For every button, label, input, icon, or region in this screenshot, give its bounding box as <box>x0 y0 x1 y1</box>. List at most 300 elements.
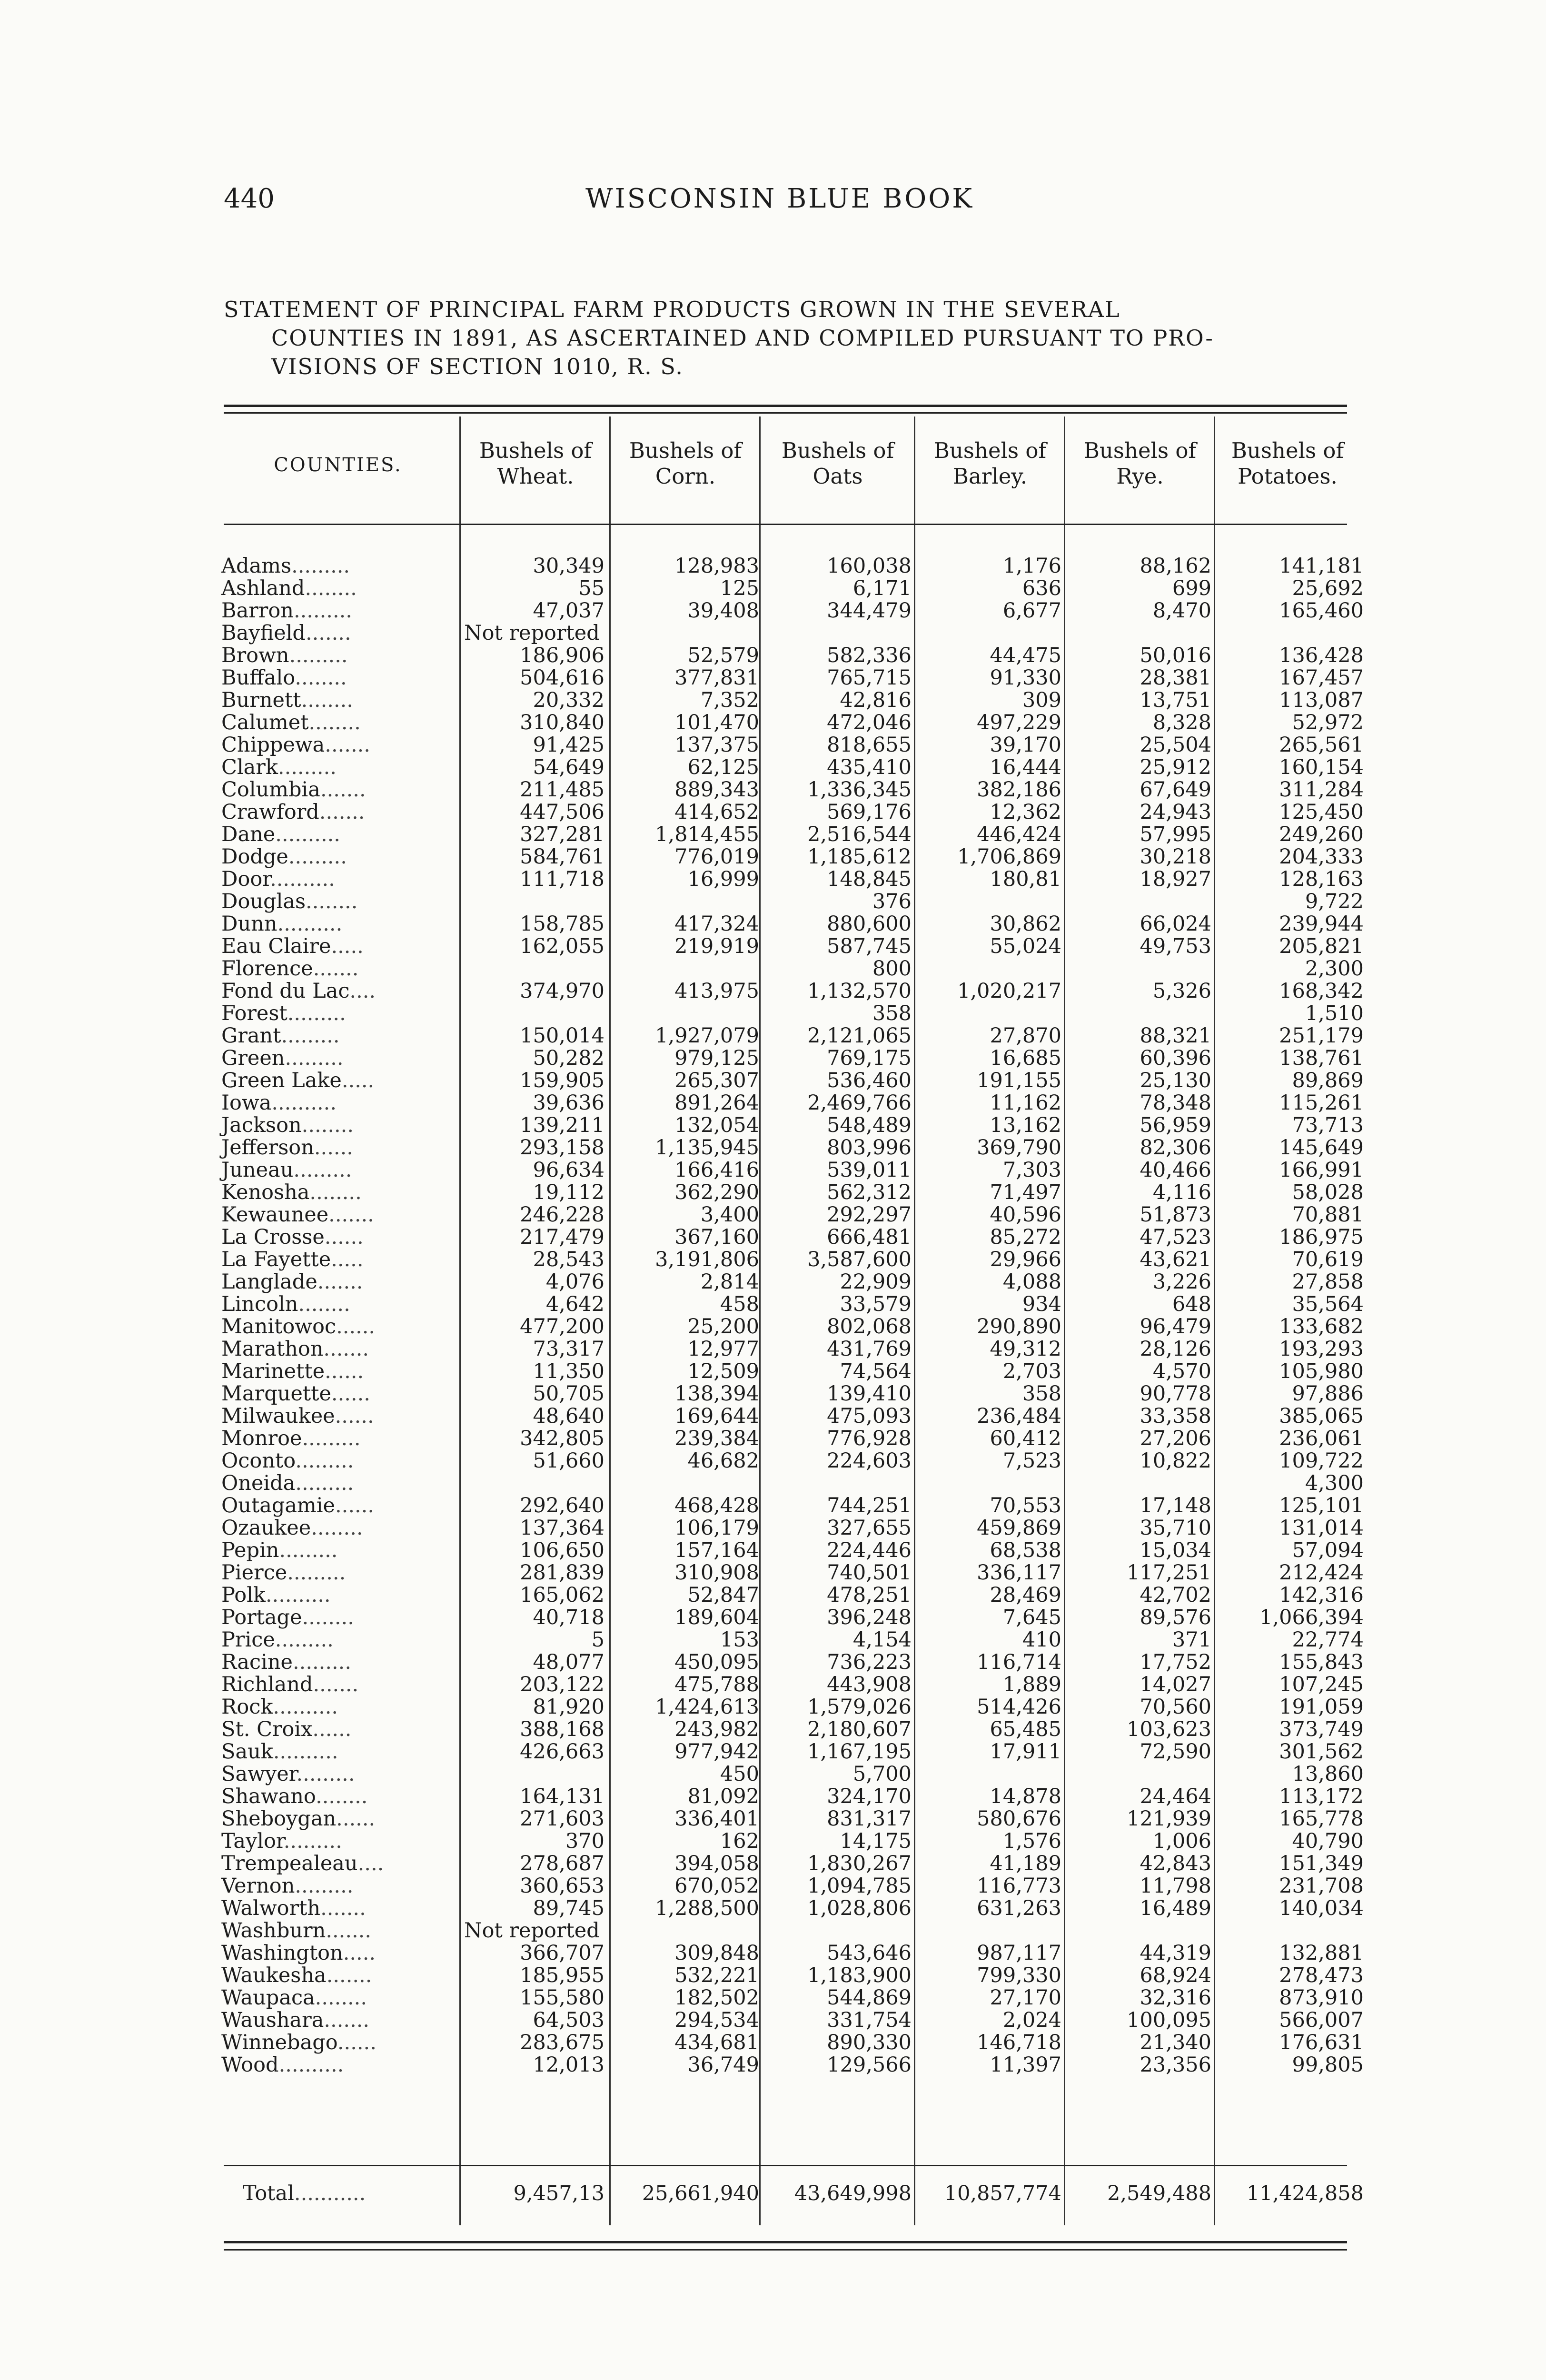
barley-value: 28,469 <box>990 1583 1061 1607</box>
table-row <box>0 1495 1546 1517</box>
county-name <box>221 801 365 823</box>
county-name-text: Langlade <box>221 1270 317 1294</box>
wheat-value: 584,761 <box>520 845 605 869</box>
county-name-text: Marathon <box>221 1337 324 1361</box>
table-row <box>0 1920 1546 1942</box>
title-line-3: VISIONS OF SECTION 1010, R. S. <box>271 354 684 379</box>
county-name-text: Grant <box>221 1024 281 1048</box>
rye-value: 57,995 <box>1140 823 1211 846</box>
corn-value: 450 <box>720 1762 759 1786</box>
county-name-text: Wood <box>221 2053 279 2077</box>
county-name <box>221 1674 358 1696</box>
potatoes-value: 128,163 <box>1279 867 1364 891</box>
header-corn-line-2: Corn. <box>655 464 716 489</box>
county-name <box>221 1718 351 1741</box>
potatoes-value: 35,564 <box>1292 1292 1364 1316</box>
bottom-double-rule-inner <box>224 2249 1347 2251</box>
rye-value: 60,396 <box>1140 1046 1211 1070</box>
oats-value: 1,167,195 <box>807 1740 912 1764</box>
county-name-text: Kenosha <box>221 1180 310 1204</box>
barley-value: 44,475 <box>990 644 1061 667</box>
potatoes-value: 22,774 <box>1292 1628 1364 1652</box>
county-name-text: Pierce <box>221 1561 287 1585</box>
table-row <box>0 622 1546 645</box>
running-title: WISCONSIN BLUE BOOK <box>585 183 974 214</box>
corn-value: 12,509 <box>687 1359 759 1383</box>
corn-value: 362,290 <box>674 1180 759 1204</box>
rye-value: 72,590 <box>1140 1740 1211 1764</box>
county-name-text: Ashland <box>221 576 305 600</box>
table-row <box>0 1137 1546 1159</box>
oats-value: 803,996 <box>827 1136 912 1160</box>
header-wheat <box>464 438 607 489</box>
wheat-value: 39,636 <box>533 1091 605 1115</box>
table-row <box>0 1114 1546 1137</box>
barley-value: 290,890 <box>977 1315 1061 1339</box>
potatoes-value: 167,457 <box>1279 666 1364 690</box>
oats-value: 736,223 <box>827 1650 912 1674</box>
county-name-text: Juneau <box>221 1158 294 1182</box>
potatoes-value: 278,473 <box>1279 1964 1364 1987</box>
potatoes-value: 125,101 <box>1279 1494 1364 1517</box>
header-oats <box>764 438 912 489</box>
county-name-text: Walworth <box>221 1896 321 1920</box>
wheat-value: 388,168 <box>520 1717 605 1741</box>
wheat-value: 19,112 <box>533 1180 605 1204</box>
leader-dots: .......... <box>277 912 343 936</box>
potatoes-value: 133,682 <box>1279 1315 1364 1339</box>
corn-value: 310,908 <box>674 1561 759 1585</box>
header-counties: COUNTIES. <box>274 454 402 476</box>
corn-value: 1,927,079 <box>655 1024 759 1048</box>
corn-value: 189,604 <box>674 1606 759 1629</box>
potatoes-value: 231,708 <box>1279 1874 1364 1898</box>
potatoes-value: 176,631 <box>1279 2031 1364 2054</box>
wheat-value: 150,014 <box>520 1024 605 1048</box>
leader-dots: ..... <box>343 1941 376 1965</box>
leader-dots: ....... <box>319 800 365 824</box>
county-name <box>221 1137 353 1159</box>
rye-value: 21,340 <box>1140 2031 1211 2054</box>
table-row <box>0 2054 1546 2076</box>
rye-value: 67,649 <box>1140 778 1211 802</box>
potatoes-value: 165,460 <box>1279 599 1364 623</box>
rye-value: 82,306 <box>1140 1136 1211 1160</box>
rye-value: 699 <box>1172 576 1211 600</box>
county-name <box>221 1360 364 1383</box>
rye-value: 103,623 <box>1127 1717 1211 1741</box>
table-row <box>0 1987 1546 2009</box>
total-rule <box>224 2165 1347 2166</box>
corn-value: 52,847 <box>687 1583 759 1607</box>
rye-value: 35,710 <box>1140 1516 1211 1540</box>
barley-value: 91,330 <box>990 666 1061 690</box>
county-name <box>221 1047 344 1070</box>
barley-value: 236,484 <box>977 1404 1061 1428</box>
corn-value: 458 <box>720 1292 759 1316</box>
rye-value: 90,778 <box>1140 1382 1211 1406</box>
leader-dots: ......... <box>296 1762 355 1786</box>
potatoes-value: 58,028 <box>1292 1180 1364 1204</box>
county-name-text: Sawyer <box>221 1762 297 1786</box>
rye-value: 66,024 <box>1140 912 1211 936</box>
county-name-text: Green Lake <box>221 1069 342 1092</box>
oats-value: 539,011 <box>827 1158 912 1182</box>
barley-value: 7,645 <box>1002 1606 1061 1629</box>
potatoes-value: 265,561 <box>1279 733 1364 757</box>
potatoes-value: 373,749 <box>1279 1717 1364 1741</box>
barley-value: 11,397 <box>990 2053 1061 2077</box>
wheat-value: 292,640 <box>520 1494 605 1517</box>
county-name <box>221 1875 353 1897</box>
county-name-text: Clark <box>221 755 278 779</box>
county-name <box>221 1450 354 1472</box>
leader-dots: ........ <box>295 666 347 690</box>
oats-value: 2,469,766 <box>807 1091 912 1115</box>
leader-dots: ........ <box>306 890 358 913</box>
oats-value: 544,869 <box>827 1986 912 2010</box>
wheat-value: 165,062 <box>520 1583 605 1607</box>
leader-dots: ...... <box>336 1315 376 1339</box>
barley-value: 41,189 <box>990 1852 1061 1875</box>
leader-dots: .... <box>357 1852 384 1875</box>
header-wheat-line-2: Wheat. <box>497 464 574 489</box>
table-row <box>0 1964 1546 1987</box>
oats-value: 3,587,600 <box>807 1248 912 1271</box>
county-name <box>221 1920 371 1942</box>
leader-dots: ......... <box>295 1874 354 1898</box>
barley-value: 410 <box>1022 1628 1061 1652</box>
corn-value: 336,401 <box>674 1807 759 1831</box>
county-name <box>221 935 364 958</box>
county-name-text: Portage <box>221 1606 302 1629</box>
county-name-text: Brown <box>221 644 289 667</box>
rye-value: 88,321 <box>1140 1024 1211 1048</box>
oats-value: 396,248 <box>827 1606 912 1629</box>
rye-value: 25,504 <box>1140 733 1211 757</box>
county-name <box>221 1964 372 1987</box>
corn-value: 889,343 <box>674 778 759 802</box>
corn-value: 394,058 <box>674 1852 759 1875</box>
county-name <box>221 1383 370 1405</box>
county-name <box>221 1897 366 1920</box>
table-row <box>0 1718 1546 1741</box>
rye-value: 24,943 <box>1140 800 1211 824</box>
corn-value: 3,400 <box>700 1203 759 1227</box>
corn-value: 532,221 <box>674 1964 759 1987</box>
oats-value: 129,566 <box>827 2053 912 2077</box>
potatoes-value: 115,261 <box>1279 1091 1364 1115</box>
county-name <box>221 1428 361 1450</box>
rye-value: 28,126 <box>1140 1337 1211 1361</box>
county-name <box>221 1942 376 1964</box>
rye-value: 49,753 <box>1140 934 1211 958</box>
page-number: 440 <box>224 183 275 214</box>
leader-dots: ........ <box>315 1986 367 2010</box>
county-name <box>221 958 358 980</box>
oats-value: 1,094,785 <box>807 1874 912 1898</box>
barley-value: 934 <box>1022 1292 1061 1316</box>
potatoes-value: 301,562 <box>1279 1740 1364 1764</box>
county-name <box>221 891 357 913</box>
potatoes-value: 109,722 <box>1279 1449 1364 1473</box>
wheat-value: 20,332 <box>533 688 605 712</box>
corn-value: 157,164 <box>674 1538 759 1562</box>
potatoes-value: 52,972 <box>1292 711 1364 734</box>
barley-value: 16,444 <box>990 755 1061 779</box>
oats-value: 327,655 <box>827 1516 912 1540</box>
county-name-text: Jefferson <box>221 1136 314 1160</box>
potatoes-value: 73,713 <box>1292 1113 1364 1137</box>
table-row <box>0 958 1546 980</box>
leader-dots: ......... <box>293 599 352 623</box>
not-reported-note: Not reported <box>464 621 600 645</box>
wheat-value: 426,663 <box>520 1740 605 1764</box>
rye-value: 23,356 <box>1140 2053 1211 2077</box>
rye-value: 5,326 <box>1152 979 1211 1003</box>
leader-dots: .... <box>349 979 376 1003</box>
county-name <box>221 689 353 712</box>
county-name-text: Crawford <box>221 800 319 824</box>
rye-value: 28,381 <box>1140 666 1211 690</box>
barley-value: 1,020,217 <box>957 979 1061 1003</box>
total-wheat: 9,457,13 <box>513 2182 605 2205</box>
rye-value: 25,130 <box>1140 1069 1211 1092</box>
wheat-value: 370 <box>565 1829 605 1853</box>
wheat-value: 185,955 <box>520 1964 605 1987</box>
leader-dots: ........ <box>301 1113 354 1137</box>
total-row <box>0 2179 1546 2208</box>
table-row <box>0 1763 1546 1785</box>
potatoes-value: 97,886 <box>1292 1382 1364 1406</box>
county-name-text: Marinette <box>221 1359 325 1383</box>
rye-value: 100,095 <box>1127 2008 1211 2032</box>
header-barley-line-2: Barley. <box>952 464 1028 489</box>
header-potatoes <box>1216 438 1359 489</box>
barley-value: 55,024 <box>990 934 1061 958</box>
rye-value: 1,006 <box>1152 1829 1211 1853</box>
total-potatoes: 11,424,858 <box>1246 2182 1364 2205</box>
oats-value: 344,479 <box>827 599 912 623</box>
corn-value: 169,644 <box>674 1404 759 1428</box>
rye-value: 50,016 <box>1140 644 1211 667</box>
county-name <box>221 779 366 801</box>
oats-value: 475,093 <box>827 1404 912 1428</box>
rye-value: 32,316 <box>1140 1986 1211 2010</box>
wheat-value: 246,228 <box>520 1203 605 1227</box>
barley-value: 116,773 <box>977 1874 1061 1898</box>
table-row <box>0 1025 1546 1047</box>
county-name-text: Winnebago <box>221 2031 337 2054</box>
county-name-text: Buffalo <box>221 666 295 690</box>
table-row <box>0 1674 1546 1696</box>
county-name <box>221 1338 369 1360</box>
leader-dots: ......... <box>302 1427 361 1450</box>
rye-value: 68,924 <box>1140 1964 1211 1987</box>
table-row <box>0 555 1546 577</box>
leader-dots: ...... <box>324 1225 364 1249</box>
barley-value: 580,676 <box>977 1807 1061 1831</box>
county-name-text: Ozaukee <box>221 1516 311 1540</box>
header-rye <box>1066 438 1214 489</box>
table-row <box>0 1472 1546 1495</box>
rye-value: 78,348 <box>1140 1091 1211 1115</box>
oats-value: 139,410 <box>827 1382 912 1406</box>
potatoes-value: 186,975 <box>1279 1225 1364 1249</box>
corn-value: 413,975 <box>674 979 759 1003</box>
potatoes-value: 105,980 <box>1279 1359 1364 1383</box>
county-name <box>221 1584 331 1606</box>
county-name-text: Waupaca <box>221 1986 315 2010</box>
leader-dots: .......... <box>265 1583 331 1607</box>
corn-value: 1,288,500 <box>655 1896 759 1920</box>
county-name-text: Calumet <box>221 711 309 734</box>
corn-value: 128,983 <box>674 554 759 578</box>
county-name <box>221 1316 375 1338</box>
corn-value: 265,307 <box>674 1069 759 1092</box>
barley-value: 68,538 <box>990 1538 1061 1562</box>
rye-value: 18,927 <box>1140 867 1211 891</box>
wheat-value: 217,479 <box>520 1225 605 1249</box>
wheat-value: 374,970 <box>520 979 605 1003</box>
leader-dots: ....... <box>323 1337 369 1361</box>
county-name-text: Outagamie <box>221 1494 335 1517</box>
county-name-text: Lincoln <box>221 1292 298 1316</box>
header-potatoes-line-2: Potatoes. <box>1238 464 1338 489</box>
table-row <box>0 823 1546 846</box>
barley-value: 1,889 <box>1002 1673 1061 1696</box>
county-name-text: Milwaukee <box>221 1404 335 1428</box>
rye-value: 89,576 <box>1140 1606 1211 1629</box>
table-row <box>0 1070 1546 1092</box>
corn-value: 239,384 <box>674 1427 759 1450</box>
barley-value: 12,362 <box>990 800 1061 824</box>
header-barley-line-1: Bushels of <box>933 438 1047 463</box>
county-name <box>221 2009 369 2032</box>
wheat-value: 5 <box>591 1628 605 1652</box>
county-name-text: Richland <box>221 1673 313 1696</box>
barley-value: 71,497 <box>990 1180 1061 1204</box>
potatoes-value: 40,790 <box>1292 1829 1364 1853</box>
wheat-value: 91,425 <box>533 733 605 757</box>
oats-value: 224,603 <box>827 1449 912 1473</box>
oats-value: 376 <box>872 890 912 913</box>
leader-dots: ....... <box>313 1673 359 1696</box>
county-name <box>221 1987 367 2009</box>
table-row <box>0 2009 1546 2032</box>
county-name-text: Douglas <box>221 890 306 913</box>
barley-value: 497,229 <box>977 711 1061 734</box>
rye-value: 25,912 <box>1140 755 1211 779</box>
county-name-text: Vernon <box>221 1874 295 1898</box>
barley-value: 39,170 <box>990 733 1061 757</box>
rye-value: 70,560 <box>1140 1695 1211 1719</box>
wheat-value: 11,350 <box>533 1359 605 1383</box>
county-name <box>221 1159 352 1181</box>
county-name-text: Oconto <box>221 1449 296 1473</box>
leader-dots: ........ <box>309 1180 362 1204</box>
county-name <box>221 1293 350 1316</box>
table-row <box>0 1047 1546 1070</box>
county-name <box>221 1271 363 1293</box>
leader-dots: .......... <box>278 2053 344 2077</box>
rye-value: 16,489 <box>1140 1896 1211 1920</box>
corn-value: 162 <box>720 1829 759 1853</box>
oats-value: 224,446 <box>827 1538 912 1562</box>
county-name <box>221 667 347 689</box>
leader-dots: ....... <box>325 733 370 757</box>
leader-dots: ...... <box>314 1136 353 1160</box>
wheat-value: 48,640 <box>533 1404 605 1428</box>
corn-value: 450,095 <box>674 1650 759 1674</box>
oats-value: 14,175 <box>840 1829 912 1853</box>
corn-value: 137,375 <box>674 733 759 757</box>
potatoes-value: 70,881 <box>1292 1203 1364 1227</box>
wheat-value: 30,349 <box>533 554 605 578</box>
corn-value: 36,749 <box>687 2053 759 2077</box>
wheat-value: 186,906 <box>520 644 605 667</box>
county-name-text: Washburn <box>221 1919 326 1943</box>
rye-value: 13,751 <box>1140 688 1211 712</box>
oats-value: 1,183,900 <box>807 1964 912 1987</box>
rye-value: 121,939 <box>1127 1807 1211 1831</box>
oats-value: 148,845 <box>827 867 912 891</box>
table-row <box>0 577 1546 600</box>
barley-value: 6,677 <box>1002 599 1061 623</box>
county-name <box>221 1181 362 1204</box>
leader-dots: ......... <box>288 845 347 869</box>
corn-value: 166,416 <box>674 1158 759 1182</box>
oats-value: 1,579,026 <box>807 1695 912 1719</box>
total-label-text: Total <box>243 2182 294 2205</box>
table-row <box>0 1606 1546 1629</box>
corn-value: 434,681 <box>674 2031 759 2054</box>
barley-value: 1,176 <box>1002 554 1061 578</box>
barley-value: 30,862 <box>990 912 1061 936</box>
leader-dots: ........ <box>311 1516 363 1540</box>
oats-value: 548,489 <box>827 1113 912 1137</box>
leader-dots: .......... <box>275 823 340 846</box>
title-line-2: COUNTIES IN 1891, AS ASCERTAINED AND COMPILED PURSUANT TO PRO- <box>271 325 1214 351</box>
county-name-text: Taylor <box>221 1829 284 1853</box>
potatoes-value: 251,179 <box>1279 1024 1364 1048</box>
potatoes-value: 145,649 <box>1279 1136 1364 1160</box>
wheat-value: 73,317 <box>533 1337 605 1361</box>
barley-value: 65,485 <box>990 1717 1061 1741</box>
potatoes-value: 239,944 <box>1279 912 1364 936</box>
wheat-value: 211,485 <box>520 778 605 802</box>
county-name <box>221 1405 374 1428</box>
barley-value: 631,263 <box>977 1896 1061 1920</box>
county-name <box>221 1808 375 1830</box>
county-name <box>221 1785 367 1808</box>
county-name <box>221 1830 342 1853</box>
table-row <box>0 1360 1546 1383</box>
wheat-value: 139,211 <box>520 1113 605 1137</box>
oats-value: 2,180,607 <box>807 1717 912 1741</box>
wheat-value: 50,705 <box>533 1382 605 1406</box>
barley-value: 369,790 <box>977 1136 1061 1160</box>
potatoes-value: 191,059 <box>1279 1695 1364 1719</box>
barley-value: 70,553 <box>990 1494 1061 1517</box>
not-reported-note: Not reported <box>464 1919 600 1943</box>
potatoes-value: 311,284 <box>1279 778 1364 802</box>
potatoes-value: 138,761 <box>1279 1046 1364 1070</box>
barley-value: 382,186 <box>977 778 1061 802</box>
rye-value: 96,479 <box>1140 1315 1211 1339</box>
table-row <box>0 935 1546 958</box>
county-name-text: Bayfield <box>221 621 306 645</box>
